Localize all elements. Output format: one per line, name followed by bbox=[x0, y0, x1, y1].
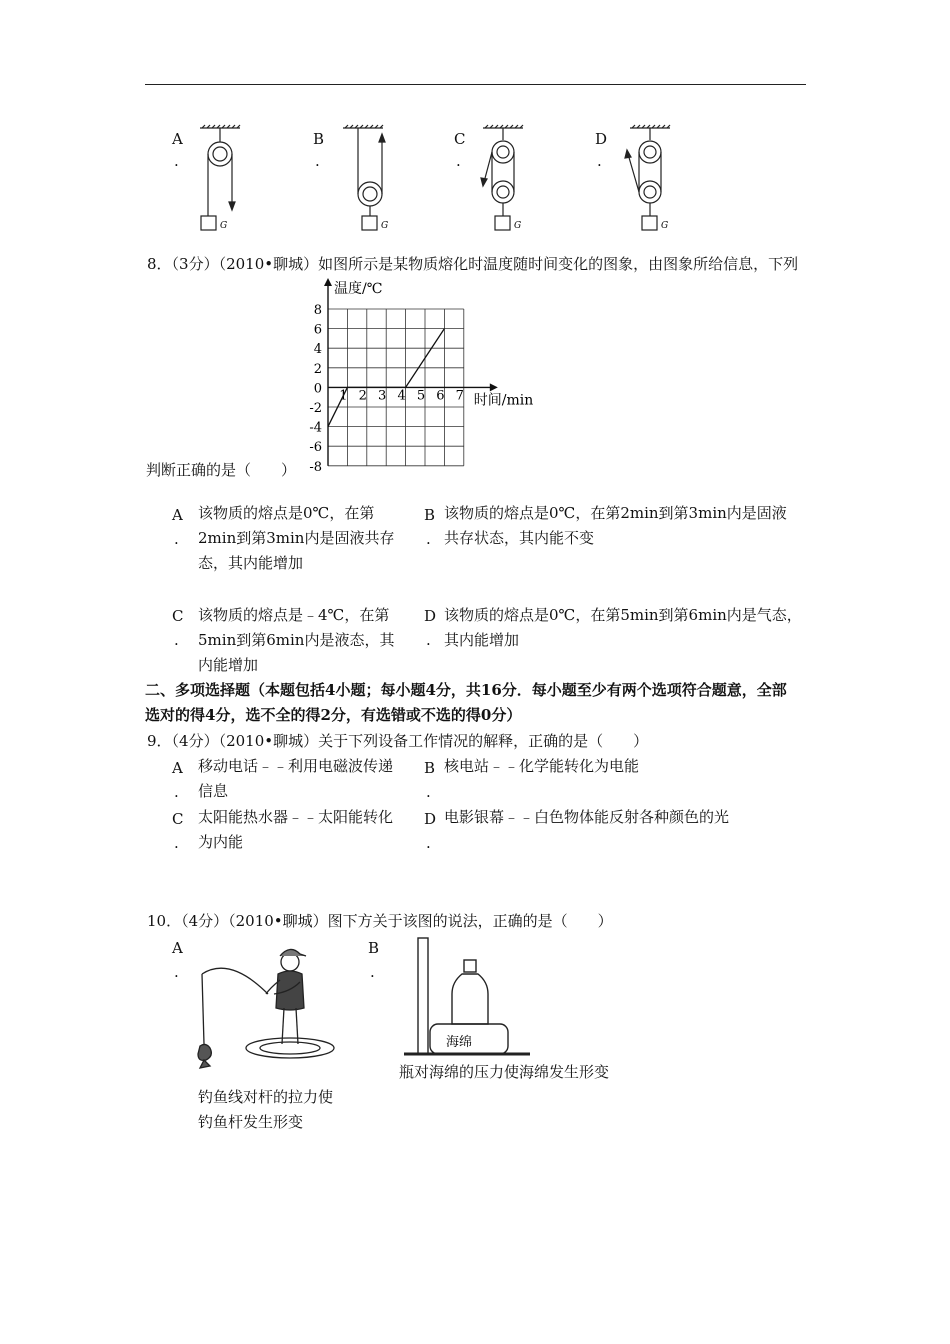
chart-y-label: 温度/℃ bbox=[334, 281, 383, 297]
q9-option-a-line: 信息 bbox=[198, 782, 229, 800]
q9-option-a-letter: A bbox=[172, 759, 183, 777]
q9-option-c-letter: C bbox=[172, 810, 184, 828]
q9-option-b-text bbox=[444, 754, 639, 779]
q9-stem: 9．（4分）（2010•聊城）关于下列设备工作情况的解释，正确的是（ ） bbox=[147, 732, 649, 750]
q7-option-d-dot: . bbox=[597, 152, 602, 170]
q8-option-a-line: 态，其内能增加 bbox=[198, 554, 304, 572]
q8-option-c-line: 5min到第6min内是液态，其 bbox=[198, 631, 395, 649]
q9-option-d-text bbox=[444, 805, 729, 830]
q9-option-d-dot: . bbox=[426, 834, 431, 852]
bottle-sponge-illustration bbox=[400, 936, 540, 1060]
q9-option-d-letter: D bbox=[424, 810, 437, 828]
q8-option-d-line: 该物质的熔点是0℃，在第5min到第6min内是气态， bbox=[444, 606, 802, 624]
section2-title-line: 选对的得4分，选不全的得2分，有选错或不选的得0分） bbox=[145, 706, 522, 724]
header-rule bbox=[145, 84, 806, 85]
q8-option-d-text bbox=[444, 603, 802, 653]
x-tick-label: 4 bbox=[397, 388, 406, 404]
q7-option-a-dot: . bbox=[174, 152, 179, 170]
q10-option-a-dot: . bbox=[174, 963, 179, 981]
q7-option-d-letter: D bbox=[595, 130, 608, 148]
x-axis-arrow bbox=[490, 383, 498, 391]
x-tick-label: 5 bbox=[416, 388, 426, 404]
y-tick-label: -8 bbox=[309, 459, 322, 475]
q10-option-a-letter: A bbox=[172, 939, 183, 957]
x-tick-label: 7 bbox=[455, 388, 464, 404]
y-tick-label: -2 bbox=[309, 401, 322, 416]
q10-option-b-line: 瓶对海绵的压力使海绵发生形变 bbox=[399, 1063, 610, 1081]
q10-option-b-text bbox=[399, 1060, 609, 1085]
q9-option-a-dot: . bbox=[174, 783, 179, 801]
sponge-label: 海绵 bbox=[446, 1035, 473, 1050]
q8-option-c-text bbox=[198, 603, 394, 678]
q9-option-a-text bbox=[198, 754, 393, 804]
q8-option-a-text bbox=[198, 501, 394, 576]
y-tick-label: 4 bbox=[313, 342, 322, 358]
x-tick-label: 3 bbox=[378, 388, 387, 404]
weight-label: G bbox=[381, 221, 389, 231]
q8-option-b-line: 共存状态，其内能不变 bbox=[444, 529, 595, 547]
section2-title-line: 二、多项选择题（本题包括4小题；每小题4分，共16分．每小题至少有两个选项符合题意，全部 bbox=[145, 681, 787, 699]
section2-title bbox=[145, 678, 787, 728]
q8-option-b-text bbox=[444, 501, 787, 551]
q10-option-a-line: 钓鱼杆发生形变 bbox=[198, 1113, 304, 1131]
pulley-figure-c bbox=[478, 124, 538, 234]
q8-stem: 8．（3分）（2010•聊城）如图所示是某物质熔化时温度随时间变化的图象，由图象所给信息，下列 bbox=[147, 255, 799, 273]
pulley-figure-b bbox=[338, 124, 398, 234]
y-tick-label: 6 bbox=[313, 322, 322, 338]
chart-x-label: 时间/min bbox=[473, 392, 534, 409]
y-tick-label: -4 bbox=[309, 420, 322, 436]
q8-option-a-letter: A bbox=[172, 506, 183, 524]
q8-option-b-dot: . bbox=[426, 530, 431, 548]
q10-option-b-dot: . bbox=[370, 963, 375, 981]
x-tick-label: 1 bbox=[339, 388, 348, 404]
q8-option-c-dot: . bbox=[174, 631, 179, 649]
q9-option-d-line: 电影银幕﹣﹣白色物体能反射各种颜色的光 bbox=[444, 808, 730, 826]
q9-option-b-dot: . bbox=[426, 783, 431, 801]
q9-option-c-line: 为内能 bbox=[198, 833, 244, 851]
q9-option-c-dot: . bbox=[174, 834, 179, 852]
q7-option-c-letter: C bbox=[454, 130, 466, 148]
weight-label: G bbox=[661, 221, 669, 231]
q10-stem: 10．（4分）（2010•聊城）图下方关于该图的说法，正确的是（ ） bbox=[147, 912, 613, 930]
q8-option-b-line: 该物质的熔点是0℃，在第2min到第3min内是固液 bbox=[444, 504, 787, 522]
x-tick-label: 6 bbox=[436, 388, 445, 404]
q8-option-d-line: 其内能增加 bbox=[444, 631, 520, 649]
q8-option-c-line: 内能增加 bbox=[198, 656, 259, 674]
fisherman-illustration bbox=[190, 936, 340, 1086]
q10-option-a-line: 钓鱼线对杆的拉力使 bbox=[198, 1088, 334, 1106]
pulley-figure-d bbox=[620, 124, 680, 234]
q9-option-b-letter: B bbox=[424, 759, 436, 777]
weight-label: G bbox=[514, 221, 522, 231]
pulley-figure-a bbox=[195, 124, 255, 234]
q8-option-d-letter: D bbox=[424, 607, 437, 625]
melting-chart bbox=[290, 276, 550, 486]
y-tick-label: 8 bbox=[313, 303, 322, 318]
q8-option-a-dot: . bbox=[174, 530, 179, 548]
q8-stem-end: 判断正确的是（ ） bbox=[146, 461, 297, 479]
y-tick-label: 0 bbox=[313, 381, 322, 397]
q8-option-b-letter: B bbox=[424, 506, 436, 524]
q9-option-c-line: 太阳能热水器﹣﹣太阳能转化 bbox=[198, 808, 394, 826]
q7-option-b-dot: . bbox=[315, 152, 320, 170]
q9-option-c-text bbox=[198, 805, 393, 855]
q8-option-c-line: 该物质的熔点是﹣4℃，在第 bbox=[198, 606, 390, 624]
q9-option-b-line: 核电站﹣﹣化学能转化为电能 bbox=[444, 757, 640, 775]
weight-label: G bbox=[220, 221, 228, 231]
q8-option-a-line: 2min到第3min内是固液共存 bbox=[198, 529, 395, 547]
q7-option-a-letter: A bbox=[172, 130, 183, 148]
y-tick-label: -6 bbox=[309, 440, 322, 456]
q8-option-a-line: 该物质的熔点是0℃，在第 bbox=[198, 504, 375, 522]
q9-option-a-line: 移动电话﹣﹣利用电磁波传递 bbox=[198, 757, 394, 775]
q8-option-d-dot: . bbox=[426, 631, 431, 649]
y-tick-label: 2 bbox=[313, 361, 322, 377]
q7-option-c-dot: . bbox=[456, 152, 461, 170]
chart-axes bbox=[324, 278, 498, 466]
x-tick-label: 2 bbox=[358, 388, 367, 404]
q10-option-a-text bbox=[198, 1085, 333, 1135]
q10-option-b-letter: B bbox=[368, 939, 380, 957]
q8-option-c-letter: C bbox=[172, 607, 184, 625]
y-axis-arrow bbox=[324, 278, 332, 286]
q7-option-b-letter: B bbox=[313, 130, 325, 148]
